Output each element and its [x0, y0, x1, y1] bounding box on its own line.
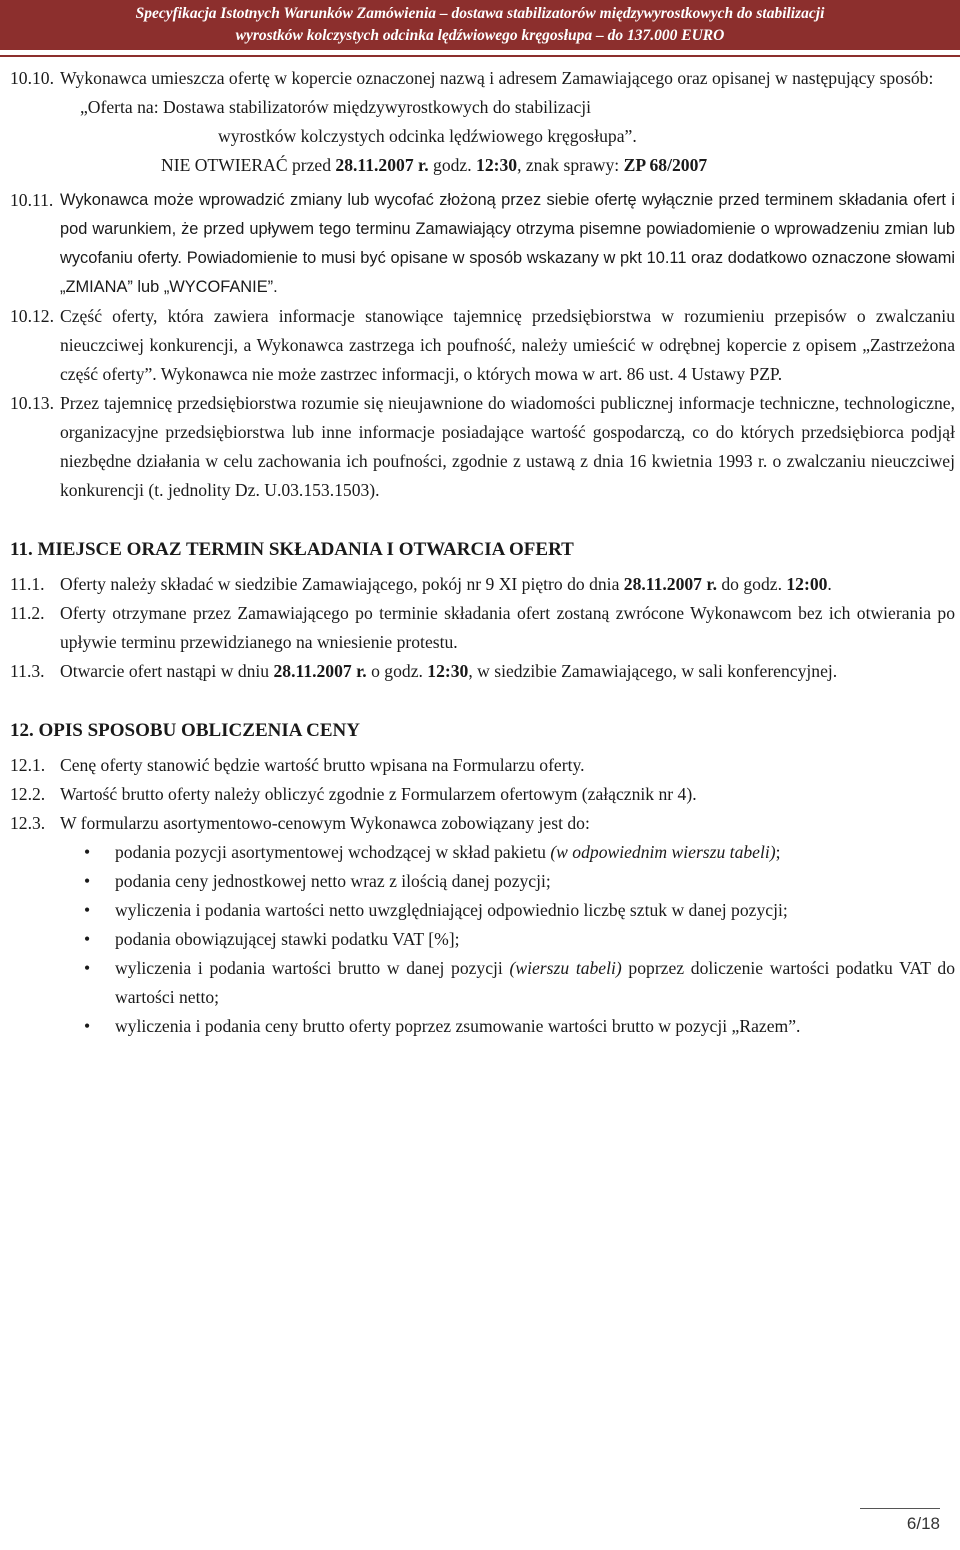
clause-text: Część oferty, która zawiera informacje stanowiące tajemnicę przedsiębiorstwa w rozumieniu przepisów o zwalczaniu nieuczciwej konkurencji, a Wykonawca zastrzega ich poufność, należy umieścić w odrębnej kopercie z opisem „Zastrzeżona część oferty”. Wykonawca nie może zastrzec informacji, o których mowa w art. 86 ust. 4 Ustawy PZP.: [60, 306, 955, 384]
clause-10-10: [10, 64, 955, 93]
quote-text: , znak sprawy:: [517, 155, 624, 175]
opening-time: 12:30: [427, 661, 469, 681]
clause-number: 12.3.: [10, 813, 46, 833]
clause-text-part: o godz.: [366, 661, 428, 681]
list-item: [10, 896, 955, 925]
clause-12-1: [10, 751, 955, 780]
document-header-banner: [0, 0, 960, 50]
header-line-1: Specyfikacja Istotnych Warunków Zamówienia – dostawa stabilizatorów międzywyrostkowych do stabilizacji: [135, 5, 825, 22]
clause-text-part: .: [827, 574, 832, 594]
list-item-text: podania obowiązującej stawki podatku VAT [%];: [115, 929, 460, 949]
clause-text-part: Powiadomienie to musi być opisane w sposób wskazany w pkt 10.11 oraz dodatkowo oznaczone słowami „ZMIANA” lub „WYCOFANIE”.: [60, 249, 955, 296]
clause-text-part: Oferty należy składać w siedzibie Zamawiającego, pokój nr 9 XI piętro do dnia: [60, 574, 624, 594]
clause-text: Oferty otrzymane przez Zamawiającego po terminie składania ofert zostaną zwrócone Wykonawcom bez ich otwierania po upływie terminu przewidzianego na wniesienie protestu.: [60, 603, 955, 652]
list-text-part: poprzez doliczenie wartości podatku VAT do wartości netto;: [115, 958, 956, 1007]
clause-11-3: [10, 657, 955, 686]
clause-text-part: Otwarcie ofert nastąpi w dniu: [60, 661, 274, 681]
bullet-glyph: •: [84, 958, 91, 978]
list-item: [10, 954, 955, 1012]
list-item-text: wyliczenia i podania ceny brutto oferty poprzez zsumowanie wartości brutto w pozycji „Razem”.: [115, 1016, 801, 1036]
clause-text-part: , w siedzibie Zamawiającego, w sali konferencyjnej.: [468, 661, 838, 681]
bullet-glyph: •: [84, 929, 91, 949]
clause-number: 12.2.: [10, 784, 46, 804]
quote-time: 12:30: [476, 155, 518, 175]
list-text-part: podania pozycji asortymentowej wchodzącej w skład pakietu: [115, 842, 551, 862]
clause-11-2: [10, 599, 955, 657]
clause-number: 12.1.: [10, 755, 46, 775]
clause-number: 10.10.: [10, 68, 54, 88]
clause-text-part: Wykonawca może wprowadzić zmiany lub wycofać złożoną przez siebie ofertę wyłącznie przed terminem składania ofert i pod warunkiem, że przed upływem tego terminu Zamawiający otrzyma pisemne powiadomienie o wprowadzeniu zmian lub wycofaniu oferty.: [60, 191, 955, 267]
page-number: 6/18: [906, 1514, 940, 1533]
clause-number: 11.3.: [10, 661, 45, 681]
clause-text: [60, 186, 955, 302]
quote-line-2: wyrostków kolczystych odcinka lędźwiowego kręgosłupa”.: [218, 126, 637, 146]
clause-10-13: [10, 389, 955, 505]
clause-number: 10.11.: [10, 190, 54, 210]
clause-text: [60, 657, 955, 686]
clause-10-12: [10, 302, 955, 389]
bullet-icon: [10, 867, 115, 896]
bullet-glyph: •: [84, 842, 91, 862]
requirements-list: [10, 838, 955, 1041]
section-heading-11: 11. MIEJSCE ORAZ TERMIN SKŁADANIA I OTWARCIA OFERT: [10, 539, 574, 560]
clause-number: 11.1.: [10, 574, 45, 594]
quote-case-number: ZP 68/2007: [623, 155, 708, 175]
clause-12-2: [10, 780, 955, 809]
header-divider: [0, 55, 960, 57]
deadline-time: 12:00: [786, 574, 828, 594]
list-text-italic: (wierszu tabeli): [509, 958, 622, 978]
list-item-text: podania ceny jednostkowej netto wraz z ilością danej pozycji;: [115, 871, 551, 891]
list-item-text: [115, 838, 955, 867]
bullet-icon: [10, 954, 115, 1012]
clause-number: 11.2.: [10, 603, 45, 623]
clause-text: Wartość brutto oferty należy obliczyć zgodnie z Formularzem ofertowym (załącznik nr 4).: [60, 784, 697, 804]
quote-date: 28.11.2007 r.: [335, 155, 429, 175]
clause-text: Przez tajemnicę przedsiębiorstwa rozumie się nieujawnione do wiadomości publicznej informacje techniczne, technologiczne, organizacyjne przedsiębiorstwa lub inne informacje posiadające wartość gospodarczą, co do których przedsiębiorca podjął niezbędne działania w celu zachowania ich poufności, zgodnie z ustawą z dnia 16 kwietnia 1993 r. o zwalczaniu nieuczciwej konkurencji (t. jednolity Dz. U.03.153.1503).: [60, 393, 955, 500]
clause-number: 10.12.: [10, 306, 54, 326]
clause-text-part: do godz.: [716, 574, 787, 594]
list-item-text: wyliczenia i podania wartości netto uwzględniającej odpowiednio liczbę sztuk w danej pozycji;: [115, 900, 788, 920]
list-text-part: ;: [775, 842, 781, 862]
opening-date: 28.11.2007 r.: [273, 661, 367, 681]
list-item-text: [115, 954, 955, 1012]
bullet-glyph: •: [84, 900, 91, 920]
header-line-2: wyrostków kolczystych odcinka lędźwiowego kręgosłupa – do 137.000 EURO: [235, 27, 725, 44]
list-text-part: wyliczenia i podania wartości brutto w danej pozycji: [115, 958, 510, 978]
section-heading-12: 12. OPIS SPOSOBU OBLICZENIA CENY: [10, 720, 360, 741]
clause-number: 10.13.: [10, 393, 54, 413]
bullet-glyph: •: [84, 1016, 91, 1036]
envelope-label-quote: [10, 93, 955, 180]
clause-text: W formularzu asortymentowo-cenowym Wykonawca zobowiązany jest do:: [60, 813, 590, 833]
bullet-icon: [10, 925, 115, 954]
clause-text: Wykonawca umieszcza ofertę w kopercie oznaczonej nazwą i adresem Zamawiającego oraz opisanej w następujący sposób:: [60, 68, 934, 88]
quote-text: godz.: [428, 155, 477, 175]
clause-text: Cenę oferty stanowić będzie wartość brutto wpisana na Formularzu oferty.: [60, 755, 585, 775]
quote-line-3: [80, 151, 955, 180]
list-item: [10, 925, 955, 954]
list-item: [10, 838, 955, 867]
clause-11-1: [10, 570, 955, 599]
bullet-icon: [10, 838, 115, 867]
bullet-icon: [10, 1012, 115, 1041]
bullet-glyph: •: [84, 871, 91, 891]
document-body: [10, 64, 955, 1041]
list-text-italic: (w odpowiednim wierszu tabeli): [550, 842, 776, 862]
quote-line-1: „Oferta na: Dostawa stabilizatorów międzywyrostkowych do stabilizacji: [80, 97, 592, 117]
list-item: [10, 867, 955, 896]
list-item: [10, 1012, 955, 1041]
clause-10-11: [10, 186, 955, 302]
clause-text: [60, 570, 955, 599]
footer-divider: [860, 1508, 940, 1509]
quote-text: NIE OTWIERAĆ przed: [161, 155, 336, 175]
clause-12-3: [10, 809, 955, 838]
deadline-date: 28.11.2007 r.: [623, 574, 717, 594]
bullet-icon: [10, 896, 115, 925]
